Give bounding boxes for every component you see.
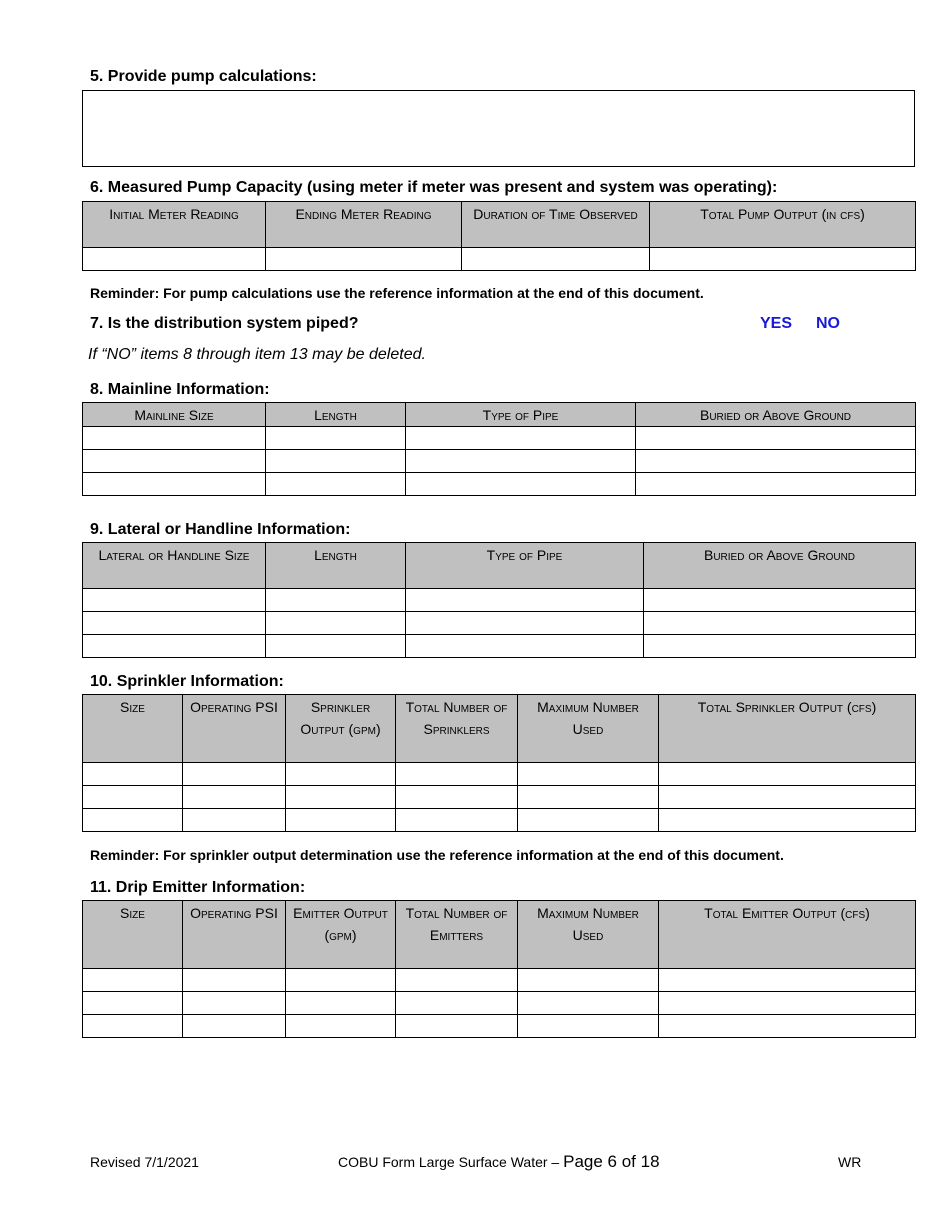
col-total-emitter-output: Total Emitter Output (cfs) bbox=[659, 901, 916, 969]
table-cell[interactable] bbox=[286, 992, 396, 1015]
col-size: Size bbox=[83, 901, 183, 969]
q7-note: If “NO” items 8 through item 13 may be deleted. bbox=[88, 346, 426, 363]
pump-calculations-box[interactable] bbox=[82, 90, 915, 167]
table-cell[interactable] bbox=[266, 450, 406, 473]
table-cell[interactable] bbox=[83, 635, 266, 658]
table-cell[interactable] bbox=[183, 992, 286, 1015]
table-row bbox=[83, 427, 916, 450]
table-cell[interactable] bbox=[518, 969, 659, 992]
table-cell[interactable] bbox=[659, 992, 916, 1015]
reminder-pump: Reminder: For pump calculations use the reference information at the end of this document. bbox=[90, 285, 704, 301]
table-cell[interactable] bbox=[286, 969, 396, 992]
sprinkler-table bbox=[82, 694, 916, 832]
table-cell[interactable] bbox=[286, 786, 396, 809]
table-row bbox=[83, 589, 916, 612]
table-row bbox=[83, 1015, 916, 1038]
mainline-table bbox=[82, 402, 916, 496]
table-cell[interactable] bbox=[83, 763, 183, 786]
table-cell[interactable] bbox=[518, 809, 659, 832]
col-buried-or-above: Buried or Above Ground bbox=[644, 543, 916, 589]
table-cell[interactable] bbox=[266, 473, 406, 496]
col-maximum-used: Maximum Number Used bbox=[518, 901, 659, 969]
table-cell[interactable] bbox=[396, 969, 518, 992]
q7-heading: 7. Is the distribution system piped? bbox=[90, 315, 359, 332]
table-cell[interactable] bbox=[396, 992, 518, 1015]
table-cell[interactable] bbox=[644, 635, 916, 658]
table-cell[interactable] bbox=[83, 969, 183, 992]
col-size: Size bbox=[83, 695, 183, 763]
table-cell[interactable] bbox=[406, 589, 644, 612]
table-row bbox=[83, 786, 916, 809]
table-row bbox=[83, 763, 916, 786]
table-cell[interactable] bbox=[659, 809, 916, 832]
table-row bbox=[83, 809, 916, 832]
table-cell[interactable] bbox=[650, 248, 916, 271]
q8-heading: 8. Mainline Information: bbox=[90, 381, 270, 398]
table-cell[interactable] bbox=[266, 612, 406, 635]
col-initial-meter-reading: Initial Meter Reading bbox=[83, 202, 266, 248]
table-cell[interactable] bbox=[83, 992, 183, 1015]
table-cell[interactable] bbox=[266, 248, 462, 271]
table-cell[interactable] bbox=[266, 427, 406, 450]
col-type-of-pipe: Type of Pipe bbox=[406, 403, 636, 427]
table-row bbox=[83, 992, 916, 1015]
col-lateral-size: Lateral or Handline Size bbox=[83, 543, 266, 589]
col-operating-psi: Operating PSI bbox=[183, 901, 286, 969]
table-cell[interactable] bbox=[83, 427, 266, 450]
table-cell[interactable] bbox=[266, 589, 406, 612]
table-row bbox=[83, 612, 916, 635]
table-cell[interactable] bbox=[183, 786, 286, 809]
table-cell[interactable] bbox=[286, 763, 396, 786]
reminder-sprinkler: Reminder: For sprinkler output determination use the reference information at the end of this document. bbox=[90, 847, 784, 863]
table-cell[interactable] bbox=[518, 786, 659, 809]
table-cell[interactable] bbox=[266, 635, 406, 658]
table-cell[interactable] bbox=[659, 763, 916, 786]
table-cell[interactable] bbox=[644, 589, 916, 612]
col-mainline-size: Mainline Size bbox=[83, 403, 266, 427]
col-length: Length bbox=[266, 403, 406, 427]
table-cell[interactable] bbox=[518, 763, 659, 786]
table-cell[interactable] bbox=[83, 612, 266, 635]
yes-option[interactable]: YES bbox=[760, 315, 793, 332]
table-cell[interactable] bbox=[396, 809, 518, 832]
table-cell[interactable] bbox=[406, 427, 636, 450]
no-option[interactable]: NO bbox=[816, 315, 840, 332]
q9-heading: 9. Lateral or Handline Information: bbox=[90, 521, 351, 538]
footer-form-name: COBU Form Large Surface Water – bbox=[338, 1154, 564, 1170]
col-type-of-pipe: Type of Pipe bbox=[406, 543, 644, 589]
table-cell[interactable] bbox=[396, 763, 518, 786]
table-cell[interactable] bbox=[406, 473, 636, 496]
footer-revised: Revised 7/1/2021 bbox=[90, 1154, 199, 1170]
col-operating-psi: Operating PSI bbox=[183, 695, 286, 763]
table-cell[interactable] bbox=[406, 635, 644, 658]
table-cell[interactable] bbox=[659, 786, 916, 809]
table-cell[interactable] bbox=[636, 450, 916, 473]
col-total-sprinklers: Total Number of Sprinklers bbox=[396, 695, 518, 763]
q10-heading: 10. Sprinkler Information: bbox=[90, 673, 284, 690]
table-cell[interactable] bbox=[406, 450, 636, 473]
table-row bbox=[83, 248, 916, 271]
table-cell[interactable] bbox=[183, 809, 286, 832]
col-total-pump-output: Total Pump Output (in cfs) bbox=[650, 202, 916, 248]
col-emitter-output: Emitter Output (gpm) bbox=[286, 901, 396, 969]
table-cell[interactable] bbox=[659, 1015, 916, 1038]
table-row bbox=[83, 473, 916, 496]
lateral-table bbox=[82, 542, 916, 658]
footer-code: WR bbox=[838, 1154, 862, 1170]
col-total-emitters: Total Number of Emitters bbox=[396, 901, 518, 969]
table-cell[interactable] bbox=[183, 1015, 286, 1038]
table-row bbox=[83, 969, 916, 992]
q11-heading: 11. Drip Emitter Information: bbox=[90, 879, 306, 896]
q6-heading: 6. Measured Pump Capacity (using meter if meter was present and system was operating): bbox=[90, 179, 778, 196]
col-duration-observed: Duration of Time Observed bbox=[462, 202, 650, 248]
drip-emitter-table bbox=[82, 900, 916, 1038]
table-cell[interactable] bbox=[183, 969, 286, 992]
table-cell[interactable] bbox=[636, 427, 916, 450]
table-cell[interactable] bbox=[396, 1015, 518, 1038]
table-cell[interactable] bbox=[83, 589, 266, 612]
table-cell[interactable] bbox=[83, 248, 266, 271]
table-cell[interactable] bbox=[518, 1015, 659, 1038]
col-maximum-used: Maximum Number Used bbox=[518, 695, 659, 763]
table-cell[interactable] bbox=[83, 809, 183, 832]
table-cell[interactable] bbox=[83, 786, 183, 809]
table-cell[interactable] bbox=[518, 992, 659, 1015]
q5-heading: 5. Provide pump calculations: bbox=[90, 68, 317, 85]
table-row bbox=[83, 635, 916, 658]
col-ending-meter-reading: Ending Meter Reading bbox=[266, 202, 462, 248]
col-length: Length bbox=[266, 543, 406, 589]
col-buried-or-above: Buried or Above Ground bbox=[636, 403, 916, 427]
table-cell[interactable] bbox=[406, 612, 644, 635]
footer-page-number: Page 6 of 18 bbox=[563, 1152, 660, 1171]
table-row bbox=[83, 450, 916, 473]
pump-capacity-table bbox=[82, 201, 916, 271]
table-cell[interactable] bbox=[183, 763, 286, 786]
col-sprinkler-output: Sprinkler Output (gpm) bbox=[286, 695, 396, 763]
table-cell[interactable] bbox=[636, 473, 916, 496]
table-cell[interactable] bbox=[83, 473, 266, 496]
table-cell[interactable] bbox=[83, 1015, 183, 1038]
table-cell[interactable] bbox=[286, 809, 396, 832]
footer-form-title bbox=[338, 1152, 660, 1172]
table-cell[interactable] bbox=[83, 450, 266, 473]
table-cell[interactable] bbox=[659, 969, 916, 992]
table-cell[interactable] bbox=[462, 248, 650, 271]
table-cell[interactable] bbox=[286, 1015, 396, 1038]
col-total-sprinkler-output: Total Sprinkler Output (cfs) bbox=[659, 695, 916, 763]
table-cell[interactable] bbox=[644, 612, 916, 635]
table-cell[interactable] bbox=[396, 786, 518, 809]
